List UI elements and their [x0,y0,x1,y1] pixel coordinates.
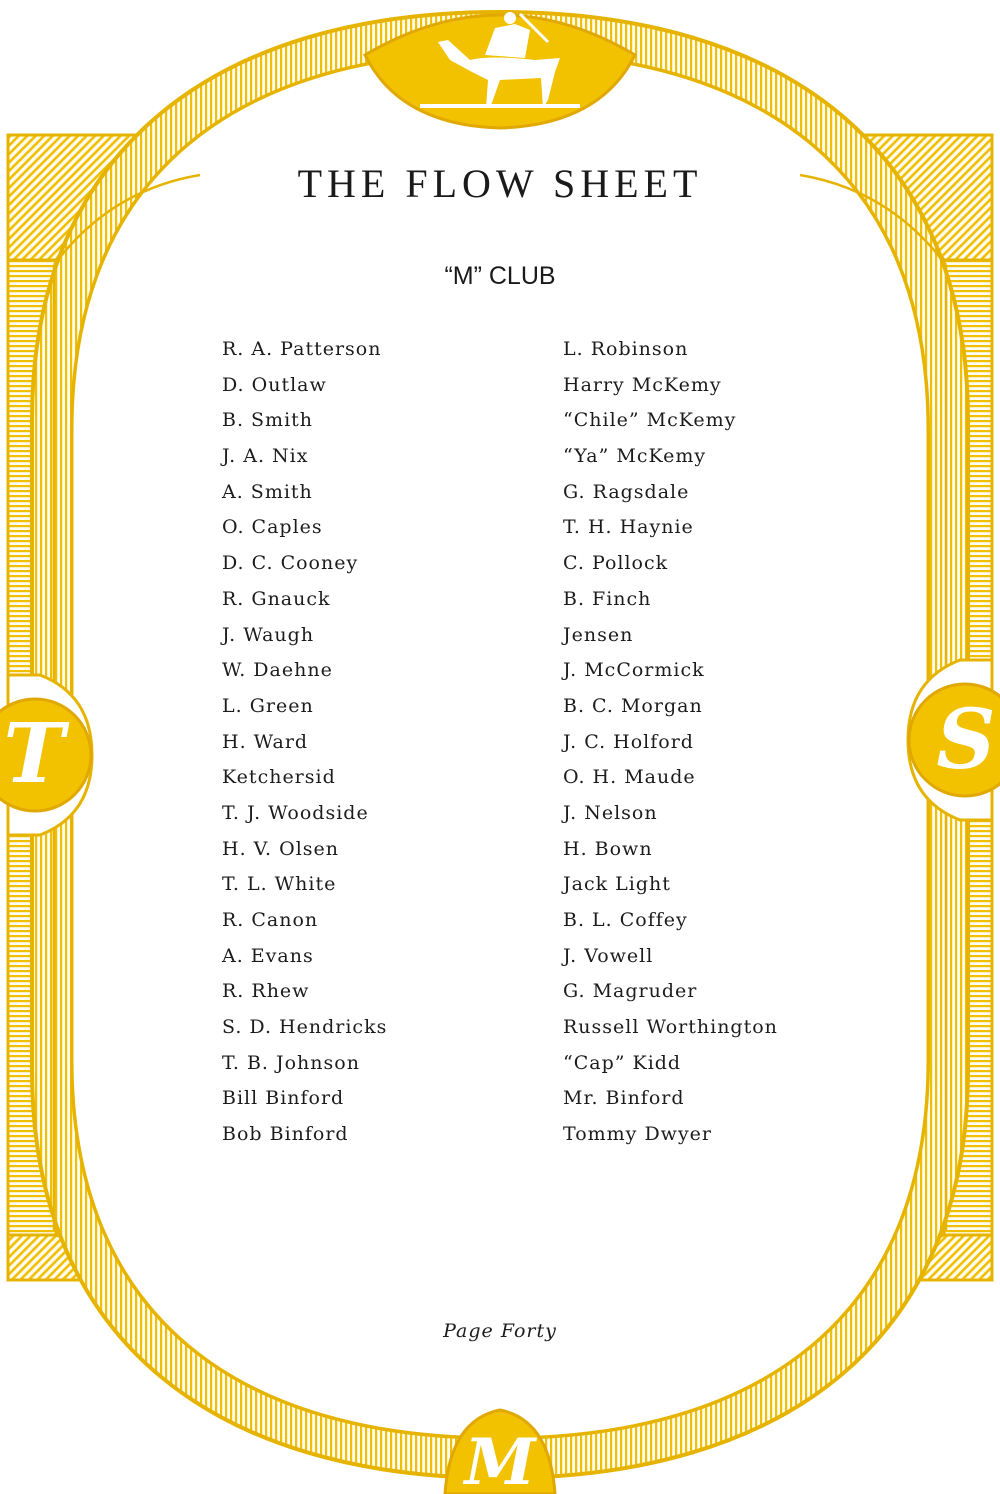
member-name: Ketchersid [222,766,336,789]
member-name: Harry McKemy [563,373,722,396]
oval-frame [32,12,968,1478]
member-name: R. A. Patterson [222,338,382,360]
member-name: J. C. Holford [563,730,694,753]
member-name: “Chile” McKemy [563,409,737,432]
member-name: D. Outlaw [222,373,327,396]
member-name: H. V. Olsen [222,837,340,860]
member-name: B. L. Coffey [563,909,688,931]
member-name: Bill Binford [222,1087,345,1110]
member-name: J. Nelson [563,801,658,824]
bottom-monogram: M [464,1425,536,1494]
member-name: Tommy Dwyer [563,1123,713,1146]
member-name: O. H. Maude [563,766,696,789]
member-name: T. H. Haynie [563,516,694,539]
member-name: Russell Worthington [563,1016,778,1039]
member-name: T. L. White [222,873,337,896]
member-name: J. Vowell [563,944,654,967]
member-list-right [563,334,778,1155]
member-name: G. Magruder [563,980,698,1003]
member-name: Jack Light [563,873,671,896]
member-name: R. Rhew [222,980,310,1003]
member-name: Jensen [563,623,634,646]
member-name: A. Smith [222,480,313,503]
member-name: C. Pollock [563,552,669,575]
member-name: H. Bown [563,837,653,860]
member-name: J. Waugh [222,623,315,646]
member-name: L. Green [222,694,314,717]
member-name: B. Finch [563,587,652,610]
member-name: R. Canon [222,909,319,931]
member-name: L. Robinson [563,338,689,360]
member-name: “Ya” McKemy [563,445,707,468]
left-monogram: T [3,706,65,802]
member-name: “Cap” Kidd [563,1051,682,1074]
section-heading: “M” CLUB [444,262,556,290]
member-name: T. J. Woodside [222,801,369,824]
page-number: Page Forty [443,1320,557,1342]
member-name: A. Evans [222,944,314,967]
member-name: O. Caples [222,516,323,539]
member-name: D. C. Cooney [222,552,359,575]
member-name: J. A. Nix [222,445,309,468]
member-name: H. Ward [222,730,309,753]
right-monogram: S [936,692,996,788]
member-name: R. Gnauck [222,587,331,610]
member-list-left [222,334,387,1155]
member-name: S. D. Hendricks [222,1016,388,1039]
member-name: B. Smith [222,409,314,432]
member-name: W. Daehne [222,659,333,682]
member-name: T. B. Johnson [222,1051,360,1074]
member-name: B. C. Morgan [563,694,703,717]
member-name: Bob Binford [222,1123,349,1146]
member-name: Mr. Binford [563,1087,685,1110]
member-name: G. Ragsdale [563,480,690,503]
page-title: THE FLOW SHEET [297,161,703,206]
member-name: J. McCormick [563,659,705,682]
